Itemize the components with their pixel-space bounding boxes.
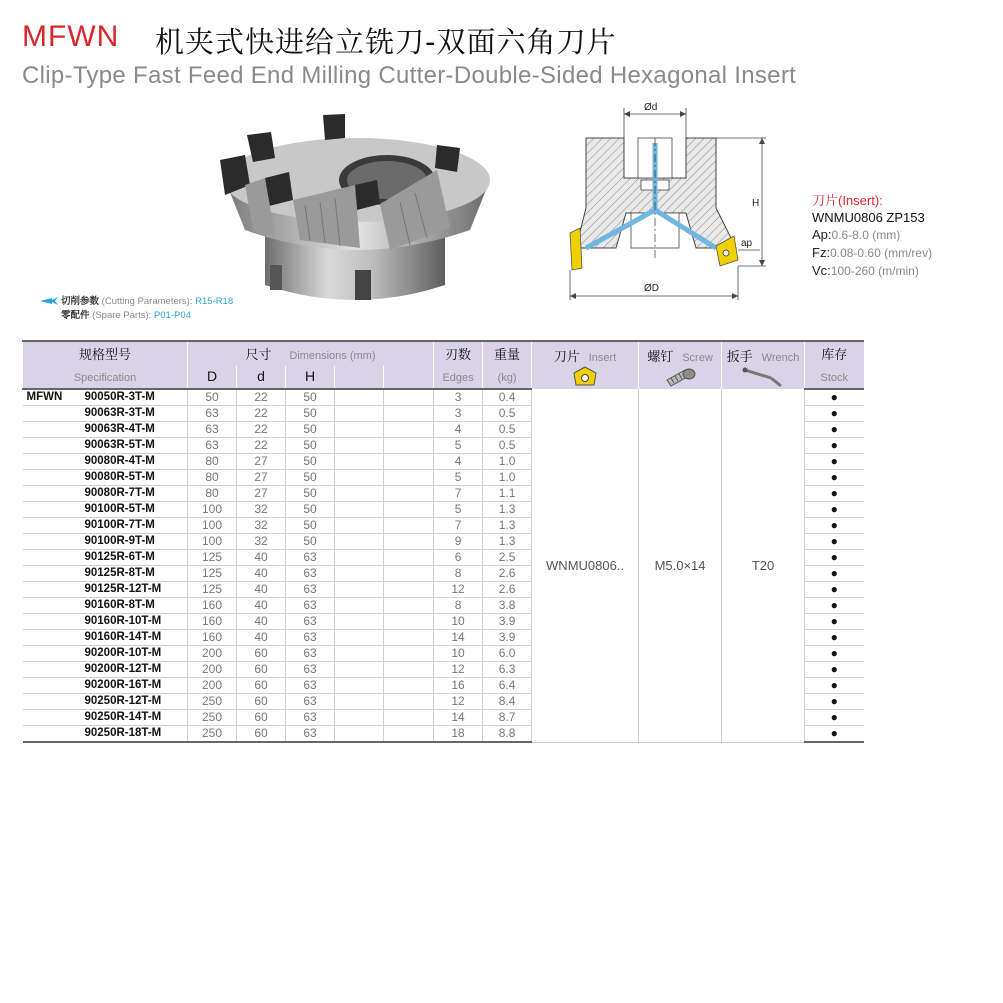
cell-D: 80 [188,470,237,486]
cell-blank [335,534,384,550]
cell-blank [335,630,384,646]
cell-blank [335,550,384,566]
cell-blank [384,566,434,582]
cell-spec-code: 90063R-5T-M [84,439,155,451]
header-spec-en: Specification [23,366,188,389]
cell-spec [23,630,188,646]
cell-H: 50 [286,518,335,534]
cell-D: 80 [188,486,237,502]
cell-blank [335,662,384,678]
cell-stock: ● [805,726,864,743]
cell-stock: ● [805,454,864,470]
cell-H: 63 [286,598,335,614]
cell-blank [384,486,434,502]
cell-blank [384,438,434,454]
cell-D: 160 [188,614,237,630]
cell-edges: 12 [434,694,483,710]
cell-blank [335,422,384,438]
cross-section-drawing [566,98,781,308]
cell-D: 63 [188,438,237,454]
cell-spec [23,518,188,534]
param-vc: Vc:100-260 (m/min) [812,263,919,278]
cell-blank [335,678,384,694]
cell-spec [23,534,188,550]
cell-d: 27 [237,486,286,502]
cell-blank [384,678,434,694]
cell-stock: ● [805,678,864,694]
cell-stock: ● [805,598,864,614]
param-ap: Ap:0.6-8.0 (mm) [812,227,901,242]
cell-d: 60 [237,678,286,694]
cell-edges: 5 [434,470,483,486]
cell-spec [23,502,188,518]
header-screw: 螺钉 Screw [639,341,722,389]
cell-spec-code: 90200R-16T-M [84,679,162,691]
cell-stock: ● [805,389,864,406]
cell-blank [384,389,434,406]
cell-D: 160 [188,630,237,646]
cell-D: 160 [188,598,237,614]
cell-spec-code: 90125R-12T-M [84,583,162,595]
cell-d: 40 [237,550,286,566]
cell-D: 250 [188,726,237,743]
cell-blank [384,518,434,534]
cell-blank [384,598,434,614]
cell-D: 50 [188,389,237,406]
cell-spec [23,566,188,582]
header-weight-en: (kg) [483,366,532,389]
cell-stock: ● [805,486,864,502]
cell-H: 63 [286,566,335,582]
cell-spec [23,598,188,614]
cell-H: 63 [286,614,335,630]
table-body [23,389,864,742]
cell-D: 80 [188,454,237,470]
cell-blank [335,470,384,486]
cell-D: 250 [188,694,237,710]
cell-spec [23,614,188,630]
header-weight-cn: 重量 [483,341,532,366]
cell-H: 63 [286,662,335,678]
cell-wrench: T20 [722,389,805,742]
cell-H: 63 [286,726,335,743]
cell-H: 50 [286,406,335,422]
cell-weight: 6.3 [483,662,532,678]
cell-H: 50 [286,422,335,438]
cell-weight: 1.3 [483,502,532,518]
cell-edges: 5 [434,502,483,518]
cell-spec-code: 90080R-7T-M [84,487,155,499]
cell-d: 22 [237,389,286,406]
cell-edges: 8 [434,566,483,582]
cell-spec-code: 90160R-8T-M [84,599,155,611]
cell-weight: 2.5 [483,550,532,566]
cell-edges: 12 [434,662,483,678]
cell-H: 63 [286,550,335,566]
cell-blank [384,710,434,726]
cell-d: 32 [237,518,286,534]
cell-blank [384,694,434,710]
cell-blank [335,518,384,534]
cell-blank [384,550,434,566]
cell-d: 22 [237,406,286,422]
header-col-blank-1 [335,366,384,389]
cell-spec-code: 90160R-14T-M [84,631,162,643]
cell-D: 125 [188,582,237,598]
label-height: H [752,198,760,209]
cell-spec [23,678,188,694]
cell-H: 50 [286,486,335,502]
cell-D: 125 [188,566,237,582]
cell-edges: 9 [434,534,483,550]
cell-spec-code: 90100R-7T-M [84,519,155,531]
cell-blank [335,710,384,726]
cell-spec [23,662,188,678]
cell-edges: 3 [434,389,483,406]
cell-H: 50 [286,534,335,550]
cell-stock: ● [805,422,864,438]
screw-icon [663,366,697,388]
cell-edges: 5 [434,438,483,454]
cell-weight: 1.3 [483,534,532,550]
cell-H: 63 [286,710,335,726]
cell-d: 27 [237,454,286,470]
header-insert: 刀片 Insert [532,341,639,389]
insert-parameters [812,192,932,280]
cell-H: 50 [286,454,335,470]
header-wrench: 扳手 Wrench [722,341,805,389]
insert-code: WNMU0806 ZP153 [812,210,925,225]
cell-D: 125 [188,550,237,566]
cell-edges: 7 [434,518,483,534]
cell-H: 63 [286,646,335,662]
cell-spec [23,454,188,470]
cell-stock: ● [805,406,864,422]
cell-blank [335,454,384,470]
cell-edges: 14 [434,630,483,646]
cell-edges: 4 [434,454,483,470]
cell-edges: 12 [434,582,483,598]
cell-d: 60 [237,662,286,678]
cell-spec-code: 90250R-14T-M [84,711,162,723]
cell-weight: 0.5 [483,406,532,422]
cell-D: 200 [188,646,237,662]
cell-spec-code: 90063R-4T-M [84,423,155,435]
cell-D: 250 [188,710,237,726]
cell-weight: 6.0 [483,646,532,662]
param-fz: Fz:0.08-0.60 (mm/rev) [812,245,933,260]
cell-edges: 18 [434,726,483,743]
cell-spec-code: 90200R-12T-M [84,663,162,675]
page-title-en: Clip-Type Fast Feed End Milling Cutter-Double-Sided Hexagonal Insert [22,62,797,89]
header-stock-en: Stock [805,366,864,389]
cell-blank [384,630,434,646]
cell-spec-code: 90125R-8T-M [84,567,155,579]
cell-stock: ● [805,614,864,630]
cell-blank [335,406,384,422]
cell-stock: ● [805,550,864,566]
cell-spec [23,389,188,406]
insert-icon [572,366,598,388]
cell-d: 40 [237,566,286,582]
cell-weight: 2.6 [483,566,532,582]
cell-spec [23,694,188,710]
cell-blank [384,454,434,470]
cell-blank [384,582,434,598]
page-references [40,295,233,323]
cell-spec [23,422,188,438]
cell-H: 63 [286,582,335,598]
cell-screw: M5.0×14 [639,389,722,742]
cell-blank [384,406,434,422]
cell-spec [23,470,188,486]
cell-edges: 6 [434,550,483,566]
brand-code: MFWN [22,20,120,53]
cell-weight: 3.8 [483,598,532,614]
header-stock-cn: 库存 [805,341,864,366]
table-row [23,389,864,406]
cell-stock: ● [805,470,864,486]
cell-stock: ● [805,534,864,550]
cell-stock: ● [805,582,864,598]
cell-spec-code: 90200R-10T-M [84,647,162,659]
cell-weight: 1.0 [483,454,532,470]
cell-d: 60 [237,646,286,662]
cell-H: 50 [286,502,335,518]
cell-stock: ● [805,694,864,710]
cell-insert: WNMU0806.. [532,389,639,742]
cell-spec-code: 90080R-4T-M [84,455,155,467]
cell-edges: 7 [434,486,483,502]
label-ap: ap [741,238,753,249]
cell-spec-code: 90160R-10T-M [84,615,162,627]
cell-blank [335,566,384,582]
cell-edges: 3 [434,406,483,422]
header-edges-cn: 刃数 [434,341,483,366]
cell-spec-code: 90100R-9T-M [84,535,155,547]
wrench-icon [741,366,785,388]
cell-weight: 8.4 [483,694,532,710]
insert-params-heading: 刀片(Insert): [812,193,883,208]
cell-d: 40 [237,614,286,630]
header-edges-en: Edges [434,366,483,389]
cell-weight: 0.5 [483,422,532,438]
cell-weight: 0.4 [483,389,532,406]
cell-D: 63 [188,406,237,422]
label-bore-diameter: Ød [644,102,658,113]
cell-weight: 8.8 [483,726,532,743]
cell-blank [335,389,384,406]
cell-spec-code: 90250R-18T-M [84,727,162,739]
cell-stock: ● [805,662,864,678]
cell-blank [335,582,384,598]
cell-spec-code: 90080R-5T-M [84,471,155,483]
cell-weight: 3.9 [483,614,532,630]
cell-blank [335,694,384,710]
cell-spec-code: 90250R-12T-M [84,695,162,707]
cell-series: MFWN [26,391,63,403]
cutting-params-ref[interactable]: 切削参数 (Cutting Parameters): R15-R18 [40,295,233,309]
cell-H: 50 [286,470,335,486]
cell-spec [23,646,188,662]
cell-blank [335,598,384,614]
cell-d: 27 [237,470,286,486]
cell-d: 60 [237,726,286,743]
cell-blank [384,726,434,743]
cell-blank [335,726,384,743]
specification-table [22,340,864,743]
cell-H: 50 [286,389,335,406]
cell-d: 60 [237,694,286,710]
spare-parts-ref[interactable]: 零配件 (Spare Parts): P01-P04 [61,310,191,321]
cell-spec-code: 90050R-3T-M [84,391,155,403]
cell-spec [23,550,188,566]
cell-blank [335,614,384,630]
cell-edges: 14 [434,710,483,726]
header-col-H: H [286,366,335,389]
cell-blank [384,662,434,678]
cell-weight: 3.9 [483,630,532,646]
cell-weight: 1.3 [483,518,532,534]
cell-stock: ● [805,630,864,646]
label-cutter-diameter: ØD [644,283,659,294]
cell-weight: 2.6 [483,582,532,598]
cell-spec [23,726,188,743]
cell-D: 200 [188,678,237,694]
cell-weight: 0.5 [483,438,532,454]
cell-D: 100 [188,534,237,550]
cell-stock: ● [805,502,864,518]
cell-spec [23,406,188,422]
cell-d: 40 [237,582,286,598]
cell-spec [23,486,188,502]
cell-blank [335,502,384,518]
cell-H: 63 [286,678,335,694]
cell-edges: 8 [434,598,483,614]
cell-blank [384,470,434,486]
cell-d: 22 [237,438,286,454]
cell-stock: ● [805,710,864,726]
cell-weight: 8.7 [483,710,532,726]
cell-spec-code: 90100R-5T-M [84,503,155,515]
cell-H: 63 [286,694,335,710]
header-col-blank-2 [384,366,434,389]
cell-edges: 10 [434,646,483,662]
cell-spec [23,438,188,454]
cell-edges: 10 [434,614,483,630]
cell-blank [335,438,384,454]
cell-blank [384,646,434,662]
cell-stock: ● [805,566,864,582]
cell-H: 50 [286,438,335,454]
header-spec-cn: 规格型号 [23,341,188,366]
cell-blank [384,534,434,550]
cell-spec [23,710,188,726]
cell-weight: 6.4 [483,678,532,694]
dart-icon [40,297,58,305]
cell-edges: 16 [434,678,483,694]
cell-d: 22 [237,422,286,438]
cell-D: 200 [188,662,237,678]
cell-D: 100 [188,502,237,518]
cell-blank [335,486,384,502]
cell-d: 32 [237,534,286,550]
cell-spec-code: 90063R-3T-M [84,407,155,419]
cell-stock: ● [805,646,864,662]
cell-blank [384,502,434,518]
cell-spec [23,582,188,598]
cell-weight: 1.1 [483,486,532,502]
cell-D: 63 [188,422,237,438]
cell-d: 40 [237,630,286,646]
cell-spec-code: 90125R-6T-M [84,551,155,563]
cell-D: 100 [188,518,237,534]
cell-edges: 4 [434,422,483,438]
cell-weight: 1.0 [483,470,532,486]
cell-stock: ● [805,518,864,534]
cell-d: 40 [237,598,286,614]
cell-blank [384,422,434,438]
header-dimensions: 尺寸 Dimensions (mm) [188,341,434,366]
cell-blank [335,646,384,662]
header-col-D: D [188,366,237,389]
cutter-photo [205,100,505,310]
header-col-d: d [237,366,286,389]
cell-H: 63 [286,630,335,646]
cell-d: 32 [237,502,286,518]
cell-d: 60 [237,710,286,726]
cell-stock: ● [805,438,864,454]
cell-blank [384,614,434,630]
page-title-cn: 机夹式快进给立铣刀-双面六角刀片 [155,25,617,59]
